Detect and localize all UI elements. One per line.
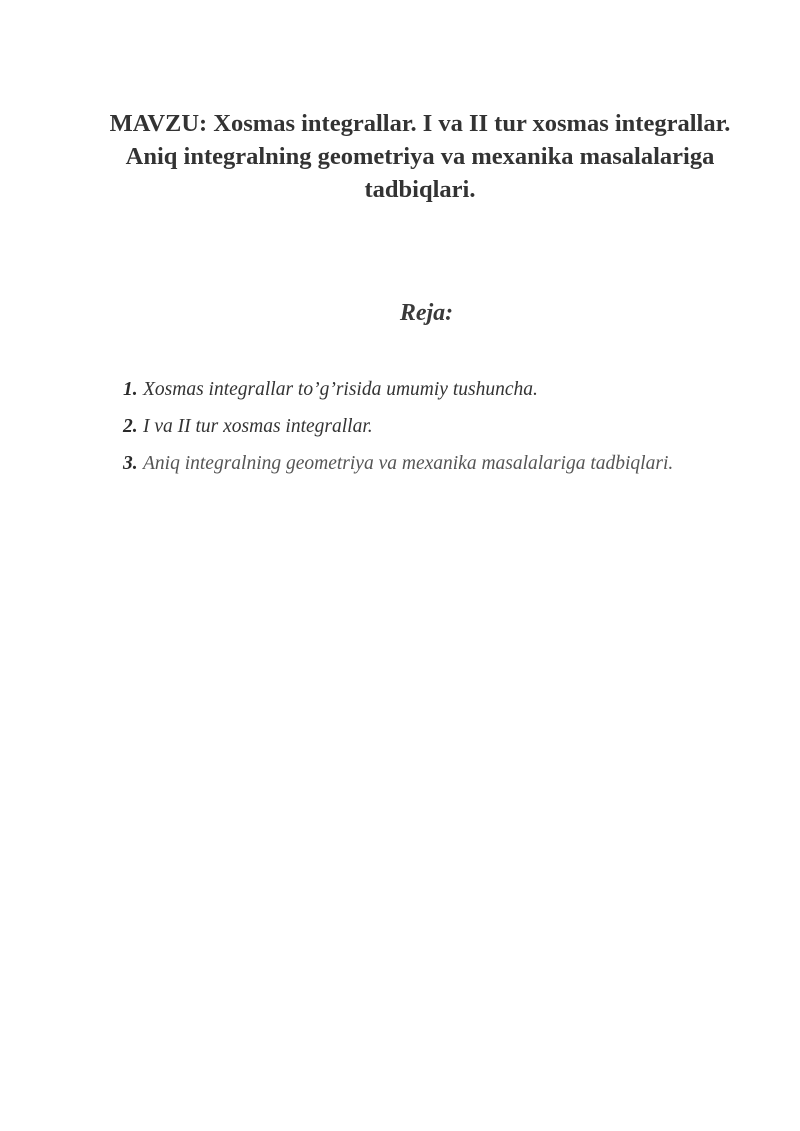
plan-item-3 [123, 453, 673, 490]
title-line-2: Aniq integralning geometriya va mexanika masalalariga [125, 143, 715, 170]
plan-item-text: Aniq integralning geometriya va mexanika masalalariga tadbiqlari. [143, 453, 674, 474]
plan-item-2 [123, 416, 673, 453]
plan-item-text: Xosmas integrallar to’g’risida umumiy tushuncha. [143, 379, 538, 400]
title-line-1: MAVZU: Xosmas integrallar. I va II tur xosmas integrallar. [109, 110, 731, 137]
title-line-3: tadbiqlari. [364, 176, 476, 203]
plan-item-number: 2. [123, 416, 138, 437]
document-title [100, 107, 740, 206]
plan-item-1 [123, 379, 673, 416]
plan-list [123, 379, 673, 490]
plan-item-number: 1. [123, 379, 138, 400]
plan-item-text: I va II tur xosmas integrallar. [143, 416, 373, 437]
plan-item-number: 3. [123, 453, 138, 474]
plan-heading: Reja: [399, 300, 454, 326]
